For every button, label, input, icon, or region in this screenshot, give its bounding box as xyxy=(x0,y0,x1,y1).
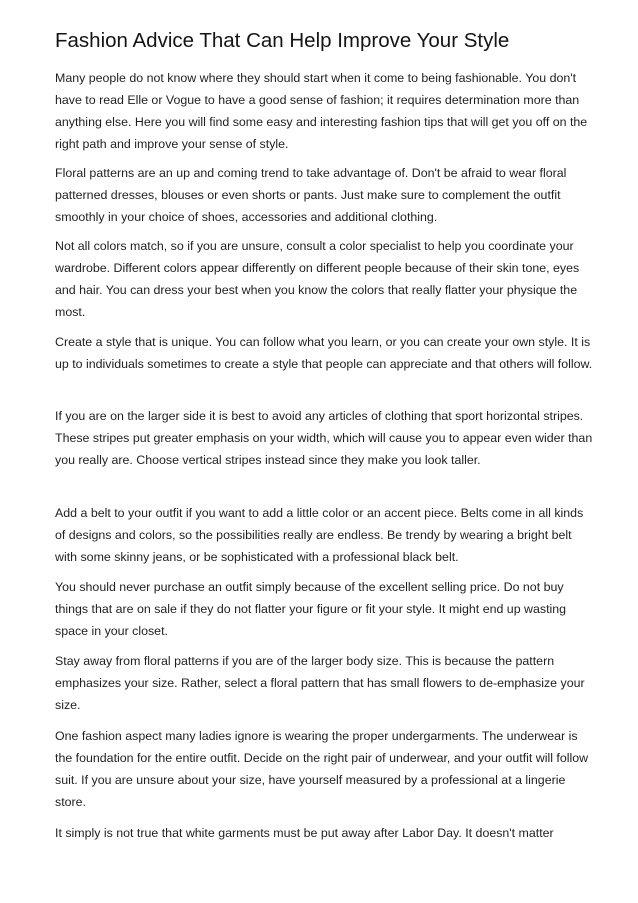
paragraph-intro: Many people do not know where they should start when it come to being fashionable. You don't have to read Elle or Vogue to have a good sense of fashion; it requires determination more than anything else. Here you will find some easy and interesting fashion tips that will get you off on the right path and improve your sense of style. xyxy=(55,71,588,152)
paragraph-sale-price: You should never purchase an outfit simply because of the excellent selling price. Do not buy things that are on sale if they do not flatter your figure or fit your style. It might end up wasting space in your closet. xyxy=(55,580,567,639)
paragraph-undergarments: One fashion aspect many ladies ignore is wearing the proper undergarments. The underwear is the foundation for the entire outfit. Decide on the right pair of underwear, and your outfit will follow suit. If you are unsure about your size, have yourself measured by a professional at a lingerie store. xyxy=(55,729,589,810)
paragraph-floral-trend: Floral patterns are an up and coming trend to take advantage of. Don't be afraid to wear floral patterned dresses, blouses or even shorts or pants. Just make sure to complement the outfit smoothly in your choice of shoes, accessories and additional clothing. xyxy=(55,166,567,225)
paragraph-unique-style: Create a style that is unique. You can follow what you learn, or you can create your own style. It is up to individuals sometimes to create a style that people can appreciate and that others will follow. xyxy=(55,335,593,372)
paragraph-floral-size: Stay away from floral patterns if you are of the larger body size. This is because the pattern emphasizes your size. Rather, select a floral pattern that has small flowers to de-emphasize your size. xyxy=(55,654,585,713)
paragraph-white-garments: It simply is not true that white garments must be put away after Labor Day. It doesn't matter xyxy=(55,826,554,840)
paragraph-belt: Add a belt to your outfit if you want to add a little color or an accent piece. Belts come in all kinds of designs and colors, so the possibilities really are endless. Be trendy by wearing a bright belt with some skinny jeans, or be sophisticated with a professional black belt. xyxy=(55,506,584,565)
paragraph-colors: Not all colors match, so if you are unsure, consult a color specialist to help you coordinate your wardrobe. Different colors appear differently on different people because of their skin tone, eyes and hair. You can dress your best when you know the colors that really flatter your physique the most. xyxy=(55,239,580,320)
document-title: Fashion Advice That Can Help Improve Your Style xyxy=(55,29,510,52)
paragraph-stripes: If you are on the larger side it is best to avoid any articles of clothing that sport horizontal stripes. These stripes put greater emphasis on your width, which will cause you to appear even wider than you really are. Choose vertical stripes instead since they make you look taller. xyxy=(55,409,593,468)
